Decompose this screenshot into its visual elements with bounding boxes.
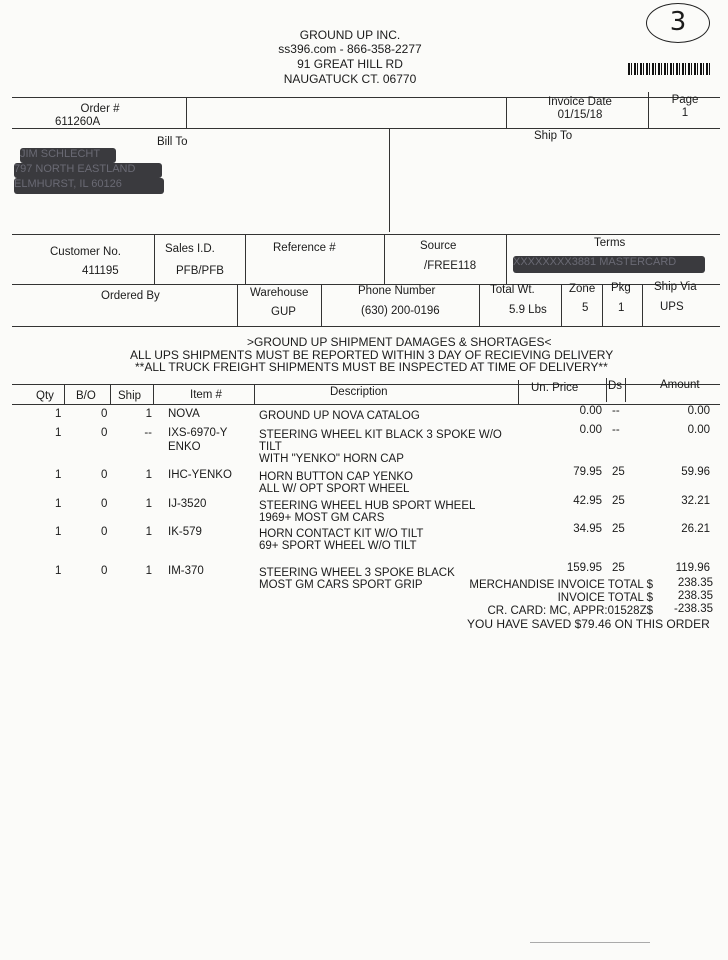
item-amount: 26.21	[681, 523, 710, 535]
item-bo: 0	[101, 408, 108, 420]
redacted-bill-city	[14, 178, 164, 194]
col-bo: B/O	[76, 390, 96, 402]
col-description: Description	[330, 386, 388, 398]
total-label: CR. CARD: MC, APPR:01528Z$	[487, 605, 653, 617]
zone-label: Zone	[569, 283, 596, 295]
ordered-by-label: Ordered By	[101, 290, 160, 302]
phone-value: (630) 200-0196	[361, 305, 440, 317]
item-description: HORN BUTTON CAP YENKO	[259, 471, 414, 483]
rule	[12, 128, 720, 129]
customer-no-label: Customer No.	[50, 246, 121, 258]
zone-value: 5	[582, 302, 589, 314]
item-amount: 0.00	[687, 423, 710, 436]
item-ship: --	[144, 426, 152, 439]
item-description: MOST GM CARS SPORT GRIP	[259, 578, 423, 591]
col-item: Item #	[190, 389, 222, 401]
rule	[479, 284, 480, 326]
rule	[110, 384, 111, 404]
rule	[186, 97, 187, 128]
item-unit-price: 0.00	[579, 423, 602, 436]
company-name: GROUND UP INC.	[299, 28, 401, 42]
source-label: Source	[420, 240, 457, 252]
item-description: 1969+ MOST GM CARS	[259, 511, 385, 524]
col-ship: Ship	[118, 390, 142, 402]
item-bo: 0	[101, 564, 108, 577]
item-ship: 1	[145, 497, 152, 510]
terms-label: Terms	[594, 237, 626, 249]
col-qty: Qty	[36, 390, 54, 402]
order-number: 611260A	[55, 116, 101, 128]
rule	[518, 380, 519, 404]
rule	[384, 234, 385, 284]
item-unit-price: 34.95	[573, 523, 602, 535]
source-value: /FREE118	[424, 260, 477, 272]
item-description: STEERING WHEEL HUB SPORT WHEEL	[259, 499, 476, 512]
item-qty: 1	[55, 469, 62, 481]
item-description: GROUND UP NOVA CATALOG	[259, 410, 420, 422]
notice-line: **ALL TRUCK FREIGHT SHIPMENTS MUST BE INSPECTED AT TIME OF DELIVERY**	[135, 360, 608, 374]
rule	[237, 284, 238, 326]
warehouse-value: GUP	[271, 306, 296, 318]
item-ds: --	[612, 405, 620, 417]
savings-note: YOU HAVE SAVED $79.46 ON THIS ORDER	[467, 617, 710, 631]
item-amount: 119.96	[675, 561, 710, 574]
item-amount: 32.21	[681, 494, 710, 507]
bill-to-line: JIM SCHLECHT	[20, 148, 101, 160]
item-qty: 1	[55, 564, 62, 577]
redacted-bill-name	[20, 148, 116, 163]
item-number: IHC-YENKO	[168, 469, 232, 481]
rule	[12, 234, 720, 235]
item-ship: 1	[145, 526, 152, 538]
barcode	[628, 63, 710, 75]
item-number: ENKO	[168, 440, 201, 453]
item-description: WITH "YENKO" HORN CAP	[259, 452, 404, 465]
item-ship: 1	[145, 564, 152, 577]
item-unit-price: 159.95	[566, 561, 602, 574]
item-qty: 1	[55, 426, 62, 439]
rule	[245, 234, 246, 284]
rule	[506, 234, 507, 284]
item-unit-price: 79.95	[573, 466, 602, 478]
bill-to-label: Bill To	[157, 136, 188, 148]
item-ship: 1	[145, 469, 152, 481]
item-number: IM-370	[168, 564, 204, 577]
item-ship: 1	[145, 408, 152, 420]
item-description: STEERING WHEEL KIT BLACK 3 SPOKE W/O	[259, 428, 502, 441]
item-ds: --	[612, 423, 620, 436]
item-ds: 25	[612, 494, 625, 507]
pkg-label: Pkg	[611, 282, 631, 294]
item-unit-price: 42.95	[573, 494, 602, 507]
item-number: IK-579	[168, 526, 202, 538]
bill-to-line: 797 NORTH EASTLAND	[14, 163, 136, 175]
total-label: MERCHANDISE INVOICE TOTAL $	[469, 579, 653, 591]
ship-via-label: Ship Via	[654, 281, 697, 293]
order-label: Order #	[80, 103, 120, 115]
total-value: -238.35	[673, 603, 713, 615]
ship-via-value: UPS	[660, 301, 684, 313]
item-description: ALL W/ OPT SPORT WHEEL	[259, 483, 410, 495]
item-description: HORN CONTACT KIT W/O TILT	[259, 528, 424, 540]
rule	[153, 384, 154, 404]
col-ds: Ds	[608, 380, 623, 392]
total-wt-value: 5.9 Lbs	[509, 304, 547, 316]
phone-label: Phone Number	[358, 285, 436, 297]
total-label: INVOICE TOTAL $	[557, 592, 653, 604]
fold-mark	[530, 942, 650, 943]
warehouse-label: Warehouse	[250, 287, 309, 299]
item-ds: 25	[612, 466, 625, 478]
item-bo: 0	[101, 426, 108, 439]
rule	[561, 284, 562, 326]
redacted-bill-street	[14, 163, 162, 178]
item-number: IJ-3520	[168, 497, 207, 510]
sales-id-label: Sales I.D.	[165, 243, 215, 255]
rule	[602, 284, 603, 326]
sales-id: PFB/PFB	[176, 265, 224, 277]
company-city: NAUGATUCK CT. 06770	[283, 72, 417, 86]
item-bo: 0	[101, 497, 108, 510]
col-unit-price: Un. Price	[531, 382, 579, 394]
terms-value: XXXXXXXX3881 MASTERCARD	[513, 256, 677, 268]
rule	[254, 384, 255, 404]
item-bo: 0	[101, 526, 108, 538]
redacted-terms	[513, 256, 705, 273]
item-qty: 1	[55, 526, 62, 538]
rule	[648, 92, 649, 128]
item-bo: 0	[101, 469, 108, 481]
notice-line: ALL UPS SHIPMENTS MUST BE REPORTED WITHIN 3 DAY OF RECIEVING DELIVERY	[130, 348, 614, 362]
total-value: 238.35	[677, 577, 713, 589]
item-amount: 0.00	[687, 405, 710, 417]
ship-to-label: Ship To	[534, 130, 573, 142]
page-mark-circle	[646, 3, 710, 43]
invoice-date-label: Invoice Date	[548, 96, 612, 108]
rule	[606, 378, 607, 402]
item-number: NOVA	[168, 408, 200, 420]
page-mark: 3	[669, 7, 687, 37]
rule	[642, 284, 643, 326]
item-number: IXS-6970-Y	[168, 426, 228, 439]
item-qty: 1	[55, 408, 62, 420]
invoice-date: 01/15/18	[557, 109, 603, 121]
page-number: 1	[681, 107, 689, 119]
item-amount: 59.96	[681, 466, 710, 478]
rule	[64, 384, 65, 404]
company-contact: ss396.com - 866-358-2277	[278, 42, 422, 56]
item-ds: 25	[612, 523, 625, 535]
item-description: 69+ SPORT WHEEL W/O TILT	[259, 540, 417, 552]
notice-line: >GROUND UP SHIPMENT DAMAGES & SHORTAGES<	[247, 335, 552, 349]
total-wt-label: Total Wt.	[490, 284, 535, 296]
page-label: Page	[671, 94, 699, 106]
item-ds: 25	[612, 561, 625, 574]
item-description: STEERING WHEEL 3 SPOKE BLACK	[259, 566, 455, 579]
customer-no: 411195	[82, 265, 119, 277]
total-value: 238.35	[677, 590, 713, 602]
reference-label: Reference #	[273, 242, 336, 254]
rule	[321, 284, 322, 326]
rule	[625, 378, 626, 402]
item-qty: 1	[55, 497, 62, 510]
bill-to-line: ELMHURST, IL 60126	[14, 178, 122, 190]
rule	[12, 326, 720, 327]
rule	[506, 97, 507, 128]
company-street: 91 GREAT HILL RD	[297, 57, 403, 71]
col-amount: Amount	[660, 379, 700, 391]
rule	[389, 128, 390, 232]
rule	[154, 234, 155, 284]
item-description: TILT	[259, 440, 282, 453]
pkg-value: 1	[618, 302, 625, 314]
item-unit-price: 0.00	[579, 405, 602, 417]
